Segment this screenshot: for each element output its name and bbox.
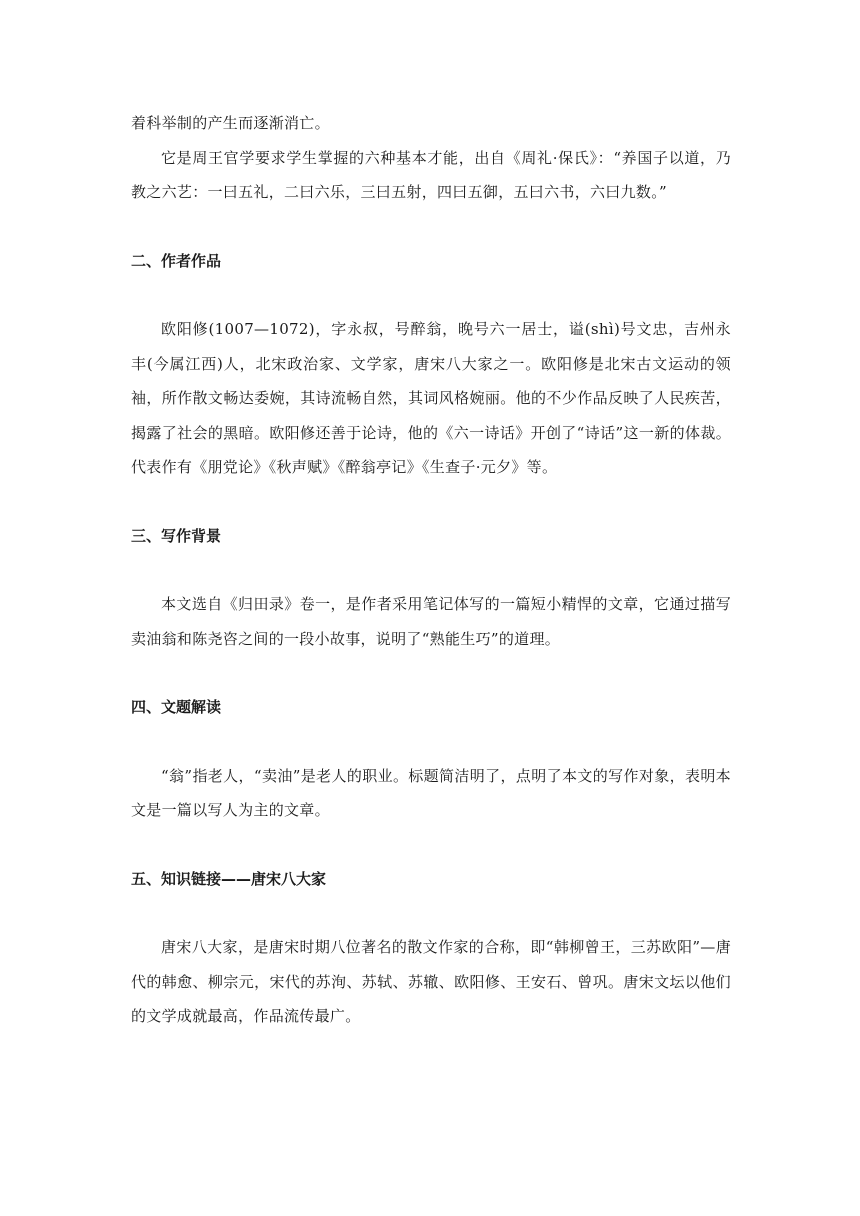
section-heading-background: 三、写作背景 (131, 526, 222, 545)
spacer (131, 896, 731, 930)
section-heading-title-reading: 四、文题解读 (131, 698, 222, 716)
section-body-background: 本文选自《归田录》卷一，是作者采用笔记体写的一篇短小精悍的文章，它通过描写卖油翁和陈尧咨之间的一段小故事，说明了“熟能生巧”的道理。 (131, 595, 731, 648)
section-heading-author: 二、作者作品 (131, 251, 222, 270)
section-body-knowledge-link: 唐宋八大家，是唐宋时期八位著名的散文作家的合称，即“韩柳曾王，三苏欧阳”—唐代的韩愈、柳宗元，宋代的苏洵、苏轼、苏辙、欧阳修、王安石、曾巩。唐宋文坛以他们的文学成就最高，作品流传最广。 (131, 938, 731, 1025)
intro-continuation: 着科举制的产生而逐渐消亡。 (131, 114, 330, 132)
spacer (131, 278, 731, 312)
six-arts-paragraph: 它是周王官学要求学生掌握的六种基本才能，出自《周礼·保氏》：“养国子以道，乃教之六艺：一曰五礼，二曰六乐，三曰五射，四曰五御，五曰六书，六曰九数。” (131, 148, 731, 201)
section-heading-knowledge-link: 五、知识链接——唐宋八大家 (131, 869, 327, 888)
document-content (131, 106, 731, 1034)
spacer (131, 210, 731, 244)
section-body-title-reading: “翁”指老人，“卖油”是老人的职业。标题简洁明了，点明了本文的写作对象，表明本文是一篇以写人为主的文章。 (131, 766, 731, 819)
spacer (131, 725, 731, 759)
spacer (131, 553, 731, 587)
section-body-author: 欧阳修(1007—1072)，字永叔，号醉翁，晚号六一居士，谥(shì)号文忠，吉州永丰(今属江西)人，北宋政治家、文学家，唐宋八大家之一。欧阳修是北宋古文运动的领袖，所作散文畅达委婉，其诗流畅自然，其词风格婉丽。他的不少作品反映了人民疾苦，揭露了社会的黑暗。欧阳修还善于论诗，他的《六一诗话》开创了“诗话”这一新的体裁。代表作有《朋党论》《秋声赋》《醉翁亭记》《生查子·元夕》等。 (131, 320, 731, 476)
spacer (131, 485, 731, 519)
spacer (131, 656, 731, 690)
spacer (131, 828, 731, 862)
